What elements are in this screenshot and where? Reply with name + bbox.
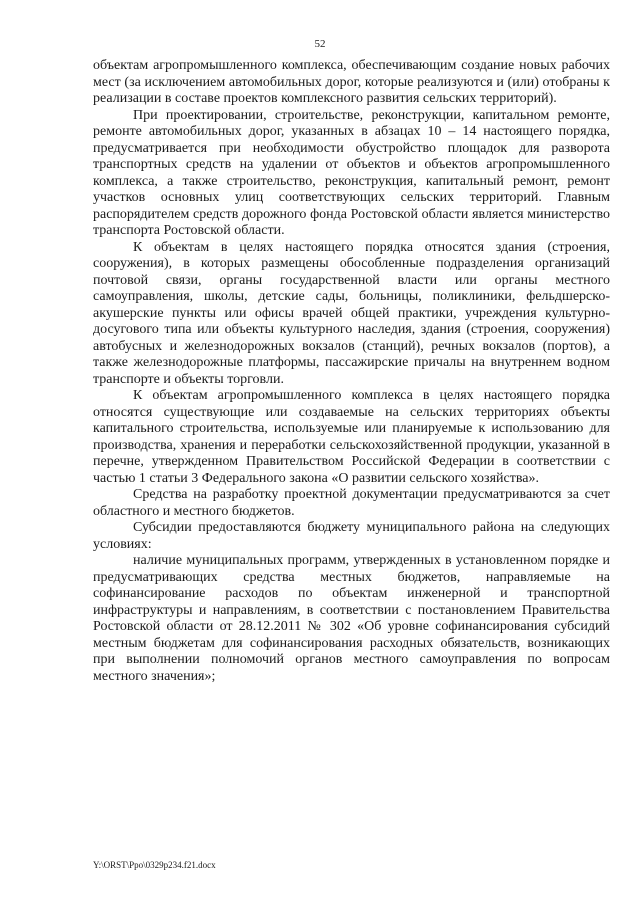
page-number: 52	[314, 38, 326, 50]
paragraph-agro-objects-definition: К объектам агропромышленного комплекса в целях настоящего порядка относятся существующие или создаваемые на сельских территориях объекты капитального строительства, используемые или планируемые к использованию для производства, хранения и переработки сельскохозяйственной продукции, указанной в перечне, утвержденном Правительством Российской Федерации в соответствии с частью 1 статьи 3 Федерального закона «О развитии сельского хозяйства».	[93, 388, 610, 486]
paragraph-continuation: объектам агропромышленного комплекса, обеспечивающим создание новых рабочих мест (за исключением автомобильных дорог, которые реализуются и (или) отобраны к реализации в составе проектов комплексного развития сельских территорий).	[93, 58, 610, 106]
paragraph-subsidy-conditions: Субсидии предоставляются бюджету муниципального района на следующих условиях:	[93, 520, 610, 552]
paragraph-condition-programs: наличие муниципальных программ, утвержденных в установленном порядке и предусматривающих средства местных бюджетов, направляемые на софинансирование расходов по объектам инженерной и транспортной инфраструктуры и направлениям, в соответствии с постановлением Правительства Ростовской области от 28.12.2011 № 302 «Об уровне софинансирования субсидий местным бюджетам для софинансирования расходных обязательств, возникающих при выполнении полномочий органов местного самоуправления по вопросам местного значения»;	[93, 553, 610, 684]
paragraph-objects-definition: К объектам в целях настоящего порядка относятся здания (строения, сооружения), в которых размещены обособленные подразделения организаций почтовой связи, органы государственной власти или органы местного самоуправления, школы, детские сады, больницы, поликлиники, фельдшерско-акушерские пункты или офисы врачей общей практики, учреждения культурно-досугового типа или объекты культурного наследия, здания (строения, сооружения) автобусных и железнодорожных вокзалов (станций), речных вокзалов (портов), а также железнодорожные платформы, пассажирские причалы на внутреннем водном транспорте и объекты торговли.	[93, 239, 610, 387]
document-body	[93, 58, 610, 685]
footer-file-path: Y:\ORST\Ppo\0329p234.f21.docx	[93, 860, 216, 870]
paragraph-project-funding: Средства на разработку проектной документации предусматриваются за счет областного и местного бюджетов.	[93, 487, 610, 519]
paragraph-road-design: При проектировании, строительстве, реконструкции, капитальном ремонте, ремонте автомобильных дорог, указанных в абзацах 10 – 14 настоящего порядка, предусматривается при необходимости обустройство площадок для разворота транспортных средств на удалении от объектов и объектов агропромышленного комплекса, а также строительство, реконструкция, капитальный ремонт, ремонт участков основных улиц соответствующих сельских территорий. Главным распорядителем средств дорожного фонда Ростовской области является министерство транспорта Ростовской области.	[93, 107, 610, 238]
